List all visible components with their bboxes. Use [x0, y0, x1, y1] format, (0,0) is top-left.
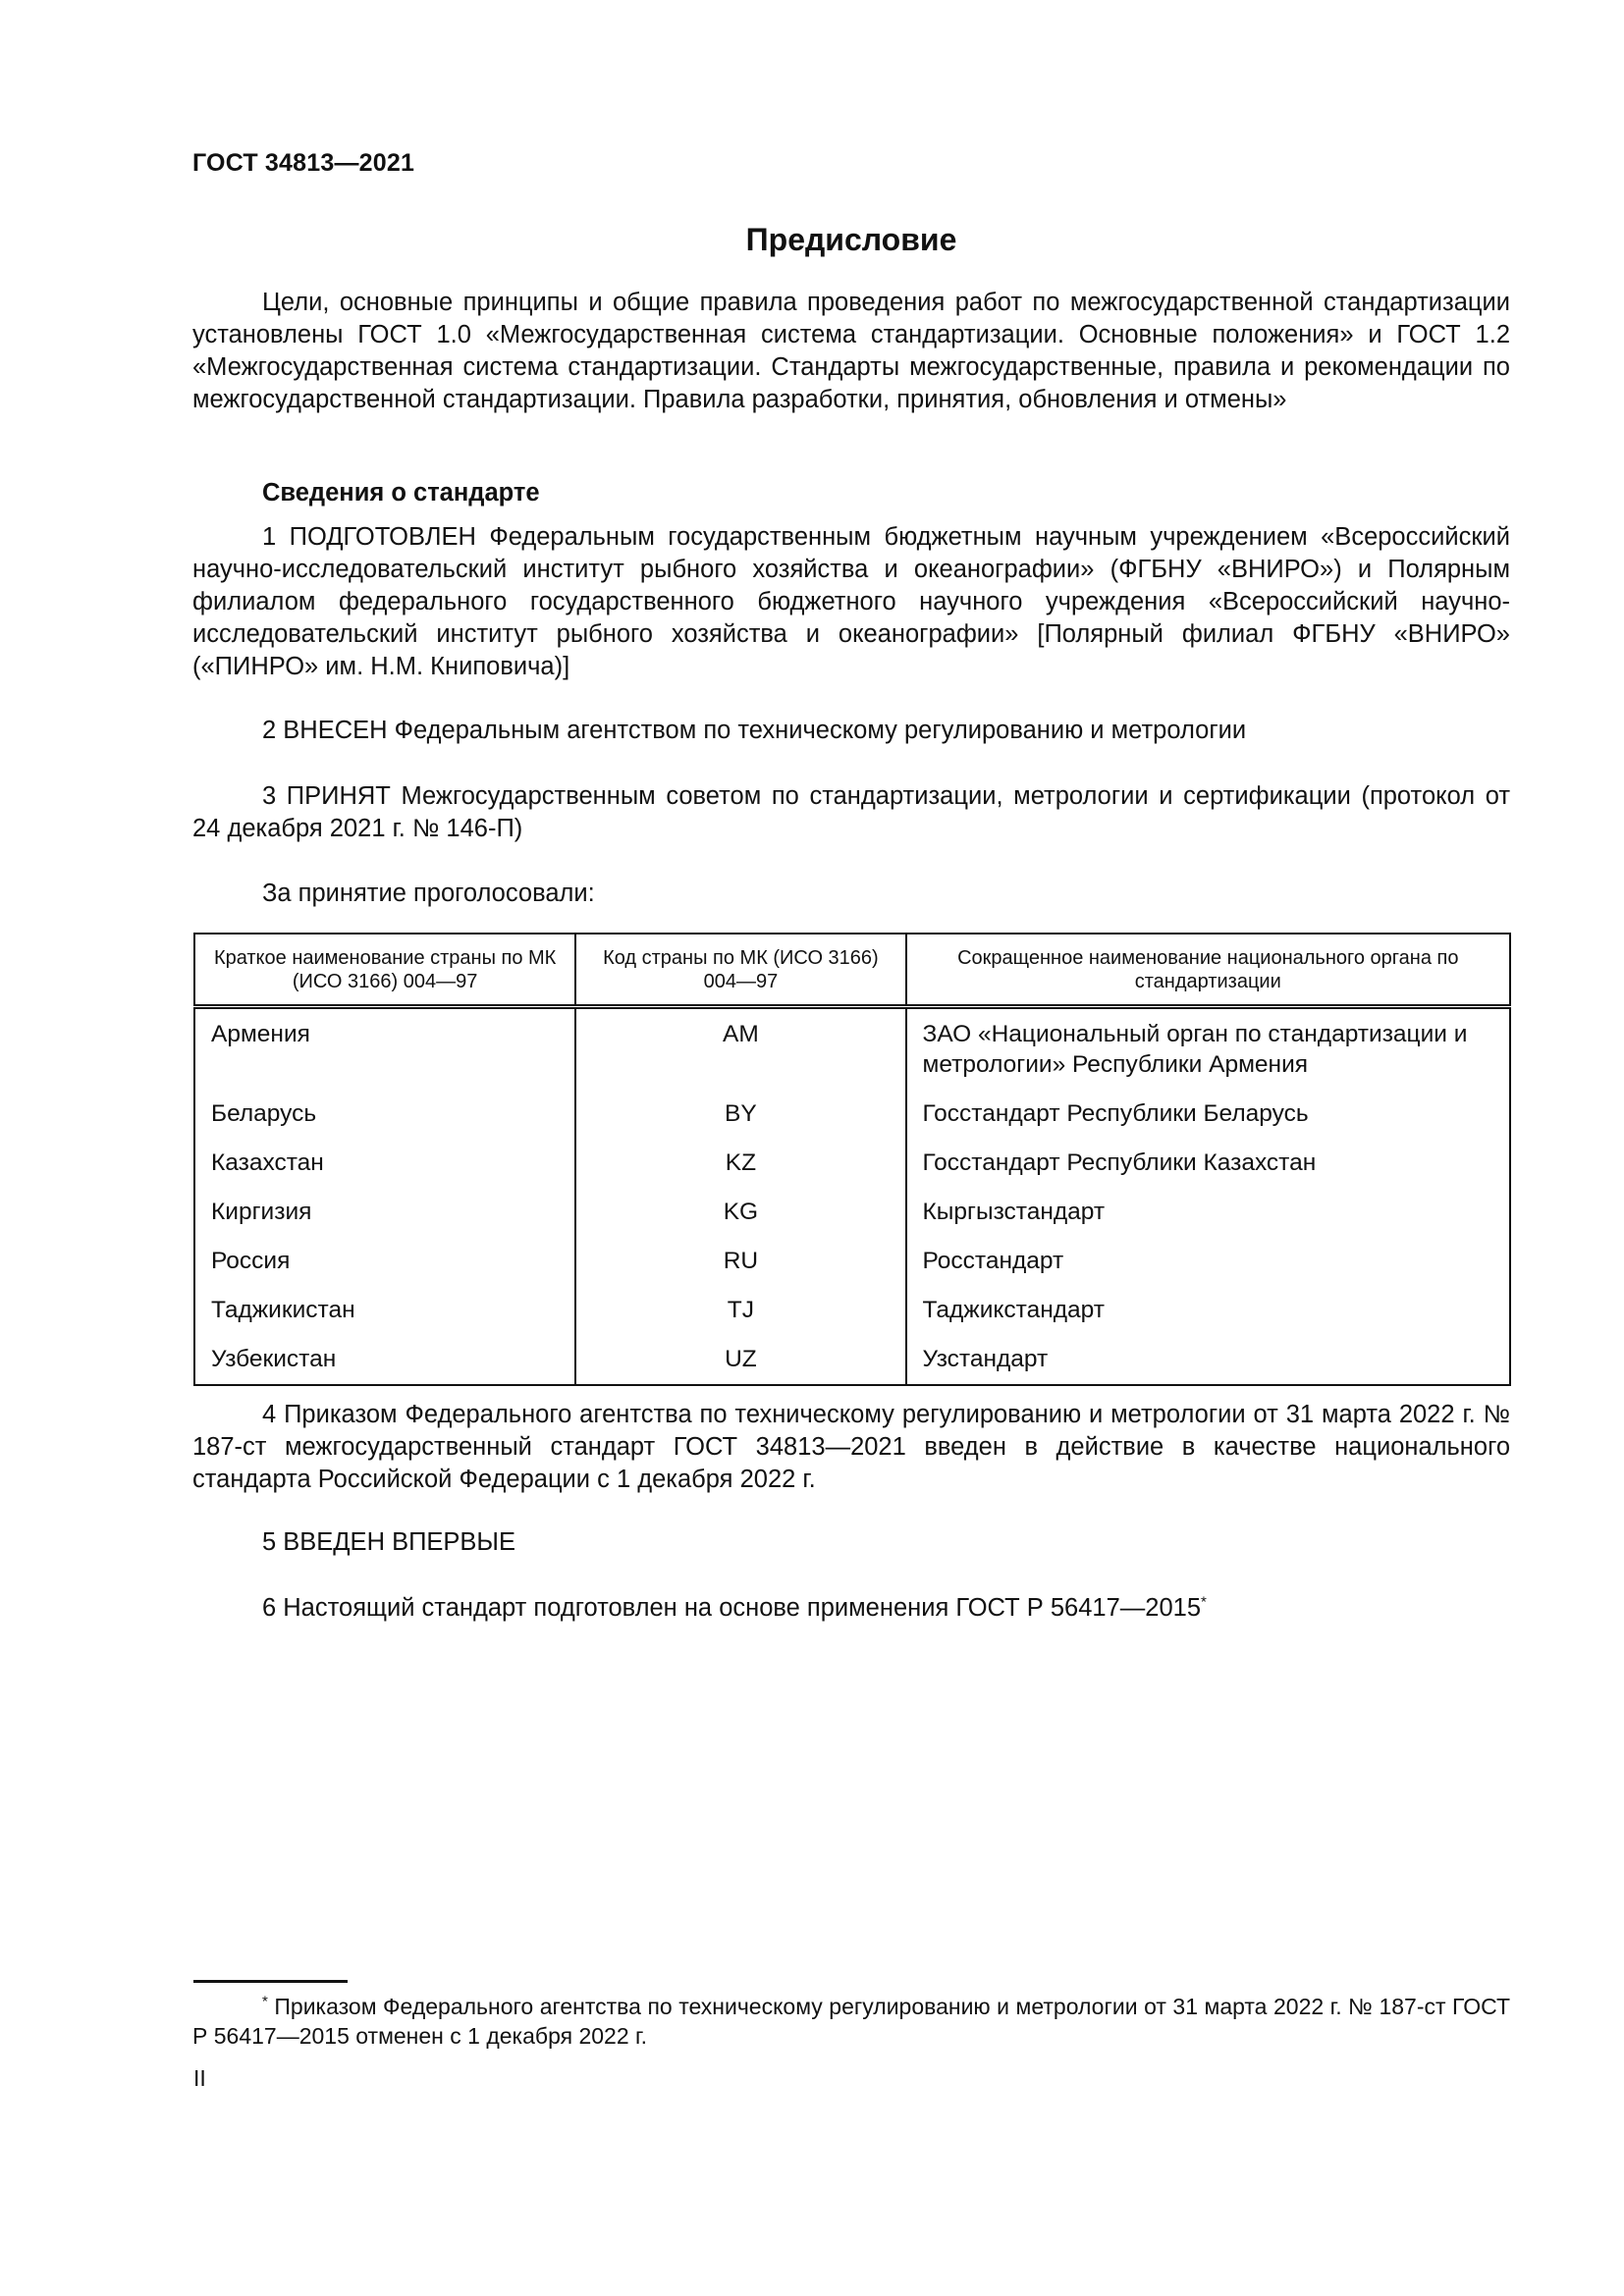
country-code-cell: TJ — [575, 1295, 905, 1344]
table-row — [194, 1246, 1510, 1295]
country-name-cell: Киргизия — [194, 1197, 575, 1246]
item-6-paragraph — [262, 1592, 1207, 1625]
national-body-cell: Таджикстандарт — [906, 1295, 1510, 1344]
country-name-cell: Беларусь — [194, 1098, 575, 1148]
header-national-body: Сокращенное наименование национального органа по стандартизации — [906, 934, 1510, 1007]
national-body-cell: Госстандарт Республики Беларусь — [906, 1098, 1510, 1148]
table-row — [194, 1148, 1510, 1197]
page-number: II — [193, 2065, 206, 2091]
intro-paragraph: Цели, основные принципы и общие правила проведения работ по межгосударственной стандартизации установлены ГОСТ 1.0 «Межгосударственная система стандартизации. Основные положения» и ГОСТ 1.2 «Межгосударственная система стандартизации. Стандарты межгосударственные, правила и рекомендации по межгосударственной стандартизации. Правила разработки, принятия, обновления и отмены» — [192, 289, 1510, 413]
table-row — [194, 1197, 1510, 1246]
national-body-cell: Росстандарт — [906, 1246, 1510, 1295]
document-code-header: ГОСТ 34813—2021 — [192, 149, 415, 177]
country-name-cell: Россия — [194, 1246, 575, 1295]
country-code-cell: KZ — [575, 1148, 905, 1197]
footnote-reference-mark[interactable]: * — [1201, 1593, 1207, 1611]
country-code-cell: RU — [575, 1246, 905, 1295]
item-4-paragraph: 4 Приказом Федерального агентства по техническому регулированию и метрологии от 31 марта 2022 г. № 187-ст межгосударственный стандарт ГОСТ 34813—2021 введен в действие в качестве национального стандарта Российской Федерации с 1 декабря 2022 г. — [192, 1401, 1510, 1493]
footnote-text: Приказом Федерального агентства по техническому регулированию и метрологии от 31 марта 2022 г. № 187-ст ГОСТ Р 56417—2015 отменен с 1 декабря 2022 г. — [192, 1994, 1511, 2049]
table-row — [194, 1098, 1510, 1148]
country-name-cell: Узбекистан — [194, 1344, 575, 1385]
vote-intro: За принятие проголосовали: — [262, 880, 595, 907]
header-country-code: Код страны по МК (ИСО 3166) 004—97 — [575, 934, 905, 1007]
voting-countries-table — [193, 933, 1511, 1386]
section-heading: Сведения о стандарте — [262, 479, 540, 507]
item-5-paragraph: 5 ВВЕДЕН ВПЕРВЫЕ — [262, 1528, 516, 1556]
footnote — [192, 1992, 1510, 2051]
country-code-cell: KG — [575, 1197, 905, 1246]
country-name-cell: Таджикистан — [194, 1295, 575, 1344]
national-body-cell: Госстандарт Республики Казахстан — [906, 1148, 1510, 1197]
country-code-cell: AM — [575, 1007, 905, 1099]
footnote-divider — [193, 1980, 348, 1983]
country-code-cell: BY — [575, 1098, 905, 1148]
item-2-paragraph: 2 ВНЕСЕН Федеральным агентством по техническому регулированию и метрологии — [262, 717, 1247, 744]
table-row — [194, 1344, 1510, 1385]
national-body-cell: Узстандарт — [906, 1344, 1510, 1385]
item-1-paragraph: 1 ПОДГОТОВЛЕН Федеральным государственным бюджетным научным учреждением «Всероссийский научно-исследовательский институт рыбного хозяйства и океанографии» (ФГБНУ «ВНИРО») и Полярным филиалом федерального государственного бюджетного научного учреждения «Всероссийский научно-исследовательский институт рыбного хозяйства и океанографии» [Полярный филиал ФГБНУ «ВНИРО» («ПИНРО» им. Н.М. Книповича)] — [192, 523, 1510, 680]
item-6-text: 6 Настоящий стандарт подготовлен на основе применения ГОСТ Р 56417—2015 — [262, 1594, 1202, 1622]
table-header-row — [194, 934, 1510, 1007]
country-code-cell: UZ — [575, 1344, 905, 1385]
country-name-cell: Казахстан — [194, 1148, 575, 1197]
table-row — [194, 1007, 1510, 1099]
national-body-cell: ЗАО «Национальный орган по стандартизации и метрологии» Республики Армения — [906, 1007, 1510, 1099]
footnote-mark: * — [262, 1993, 268, 2010]
item-3-paragraph: 3 ПРИНЯТ Межгосударственным советом по стандартизации, метрологии и сертификации (протокол от 24 декабря 2021 г. № 146-П) — [192, 782, 1510, 842]
header-country-name: Краткое наименование страны по МК (ИСО 3166) 004—97 — [194, 934, 575, 1007]
table-row — [194, 1295, 1510, 1344]
country-name-cell: Армения — [194, 1007, 575, 1099]
page-title: Предисловие — [745, 222, 957, 257]
national-body-cell: Кыргызстандарт — [906, 1197, 1510, 1246]
